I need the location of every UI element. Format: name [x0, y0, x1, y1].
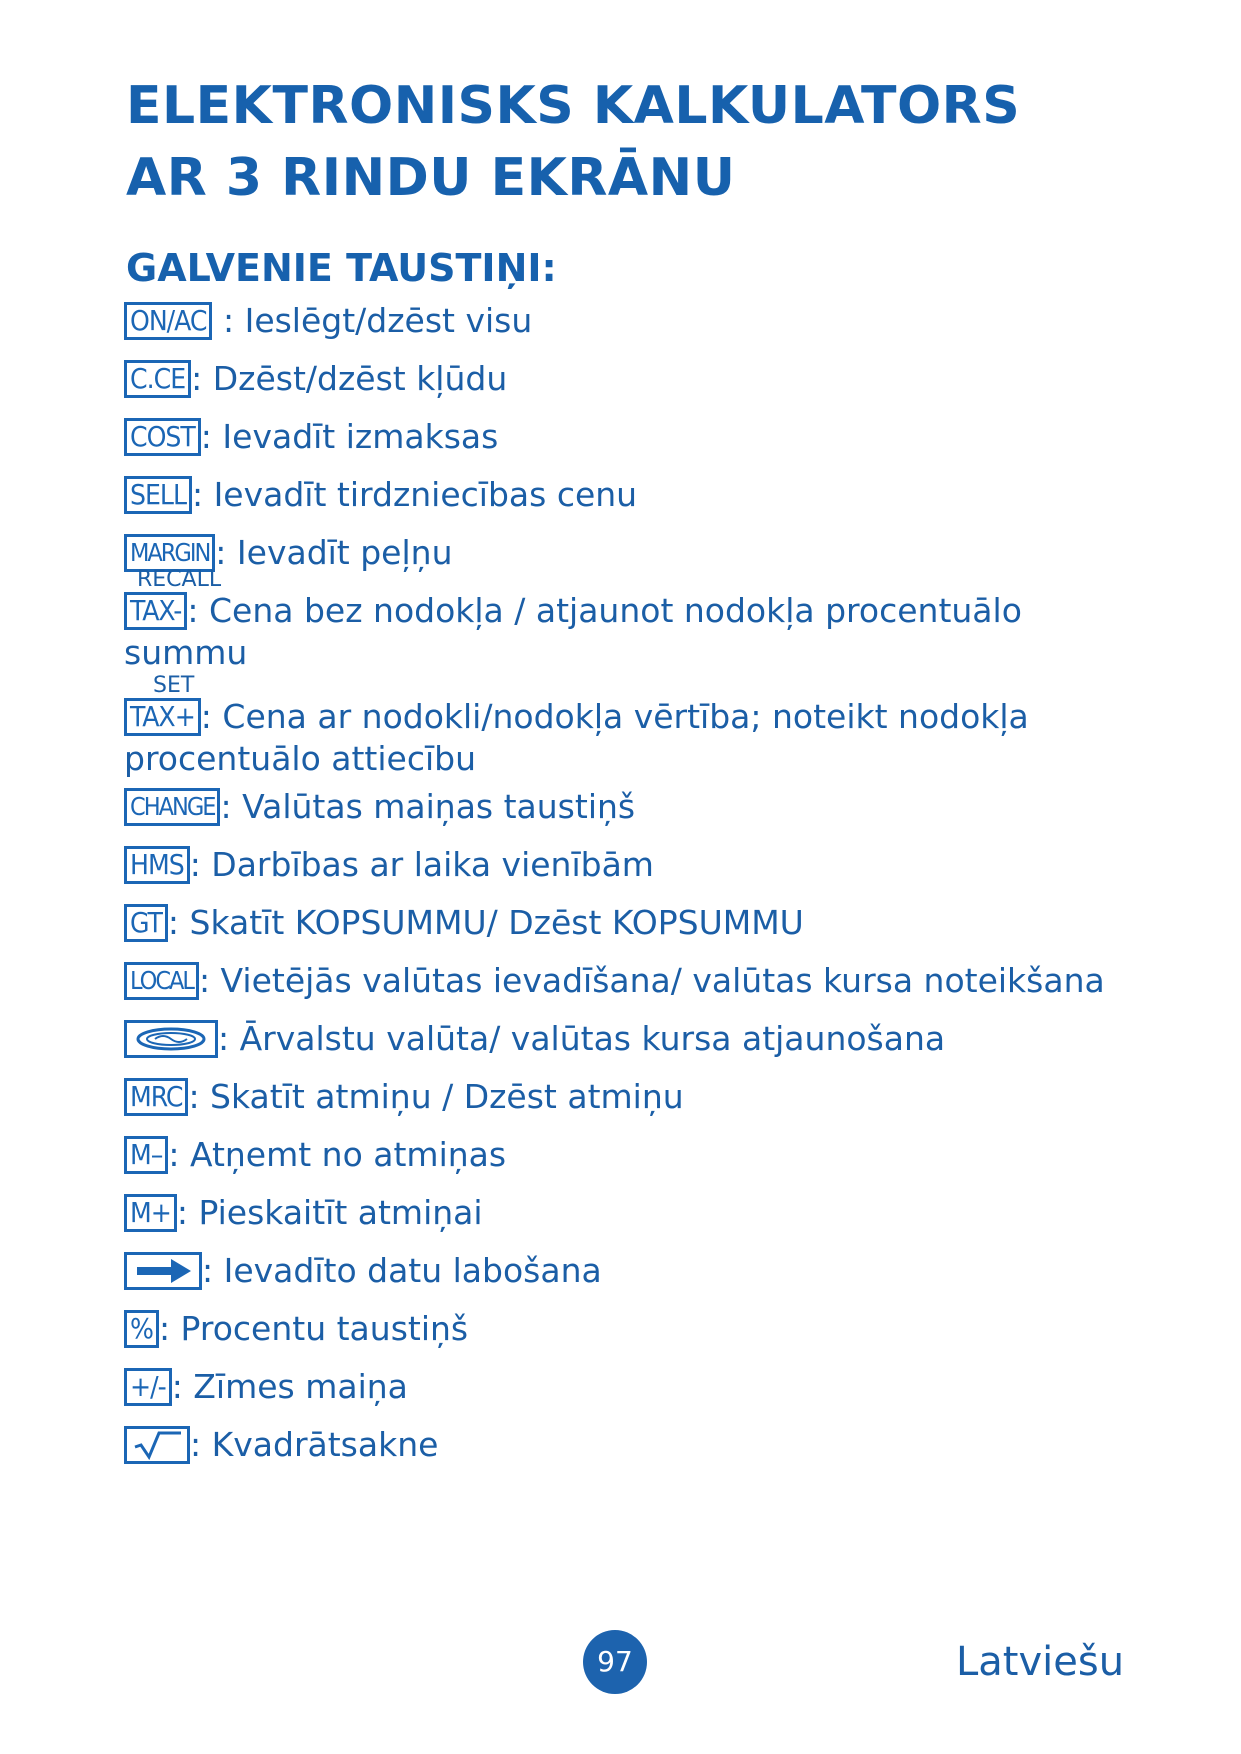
key-row-m-minus — [124, 1134, 1124, 1176]
key-description: : Skatīt atmiņu / Dzēst atmiņu — [188, 1077, 684, 1116]
key-description: : Darbības ar laika vienībām — [189, 845, 654, 884]
sign-change-key-icon: +/- — [124, 1368, 172, 1406]
cce-key-icon: C.CE — [124, 360, 191, 398]
key-row-hms — [124, 844, 1124, 886]
margin-key-icon: MARGIN — [124, 534, 215, 572]
hms-key-icon: HMS — [124, 846, 190, 884]
title-line-1: ELEKTRONISKS KALKULATORS — [126, 76, 1021, 136]
key-description: : Vietējās valūtas ievadīšana/ valūtas kursa noteikšana — [198, 961, 1105, 1000]
on-ac-key-icon: ON/AC — [124, 302, 212, 340]
key-description: : Procentu taustiņš — [158, 1309, 469, 1348]
sell-key-icon: SELL — [124, 476, 192, 514]
local-key-icon: LOCAL — [124, 962, 199, 1000]
key-row-gt — [124, 902, 1124, 944]
key-row-tax-minus — [124, 567, 1124, 674]
key-description: : Atņemt no atmiņas — [168, 1135, 507, 1174]
key-description: : Kvadrātsakne — [190, 1425, 439, 1464]
key-row-on-ac — [124, 300, 1124, 342]
key-label: TAX- — [130, 594, 182, 627]
key-description: : Ievadīt izmaksas — [200, 417, 499, 456]
key-row-margin — [124, 532, 1124, 574]
key-description: : Valūtas maiņas taustiņš — [220, 787, 636, 826]
page-title — [126, 70, 1020, 214]
language-label: Latviešu — [956, 1639, 1125, 1685]
key-row-local — [124, 960, 1124, 1002]
key-row-tax-plus — [124, 673, 1124, 780]
square-root-icon — [124, 1426, 190, 1464]
key-description: : Cena bez nodokļa / atjaunot nodokļa procentuālo summu — [124, 591, 1022, 672]
key-description: : Ievadīto datu labošana — [202, 1251, 602, 1290]
m-minus-key-icon: M– — [124, 1136, 168, 1174]
gt-key-icon: GT — [124, 904, 168, 942]
right-arrow-icon — [124, 1252, 202, 1290]
tax-plus-key-icon — [124, 673, 201, 736]
key-row-change — [124, 786, 1124, 828]
key-row-percent — [124, 1308, 1124, 1350]
key-row-sign — [124, 1366, 1124, 1408]
change-key-icon: CHANGE — [124, 788, 220, 826]
key-row-sqrt — [124, 1424, 1124, 1466]
key-description: : Ārvalstu valūta/ valūtas kursa atjaunošana — [218, 1019, 946, 1058]
key-description: : Cena ar nodokli/nodokļa vērtība; noteikt nodokļa procentuālo attiecību — [124, 697, 1029, 778]
page-number-badge: 97 — [583, 1630, 647, 1694]
key-description: : Ievadīt tirdzniecības cenu — [191, 475, 638, 514]
tax-minus-key-icon — [124, 567, 222, 630]
key-description: : Zīmes maiņa — [171, 1367, 408, 1406]
key-super-label: SET — [153, 673, 195, 698]
title-line-2: AR 3 RINDU EKRĀNU — [126, 148, 736, 208]
key-row-m-plus — [124, 1192, 1124, 1234]
key-label: TAX+ — [130, 700, 195, 733]
m-plus-key-icon: M+ — [124, 1194, 177, 1232]
foreign-currency-icon — [124, 1020, 218, 1058]
key-description: : Dzēst/dzēst kļūdu — [191, 359, 508, 398]
key-row-arrow — [124, 1250, 1124, 1292]
key-row-cost — [124, 416, 1124, 458]
key-description: : Skatīt KOPSUMMU/ Dzēst KOPSUMMU — [167, 903, 804, 942]
key-description: : Ievadīt peļņu — [215, 533, 453, 572]
section-heading: GALVENIE TAUSTIŅI: — [126, 246, 557, 290]
percent-key-icon: % — [124, 1310, 159, 1348]
key-row-foreign — [124, 1018, 1124, 1060]
key-super-label: RECALL — [137, 567, 222, 592]
mrc-key-icon: MRC — [124, 1078, 188, 1116]
key-row-sell — [124, 474, 1124, 516]
key-row-mrc — [124, 1076, 1124, 1118]
key-description: : Ieslēgt/dzēst visu — [212, 301, 533, 340]
key-description: : Pieskaitīt atmiņai — [176, 1193, 483, 1232]
key-row-cce — [124, 358, 1124, 400]
cost-key-icon: COST — [124, 418, 201, 456]
